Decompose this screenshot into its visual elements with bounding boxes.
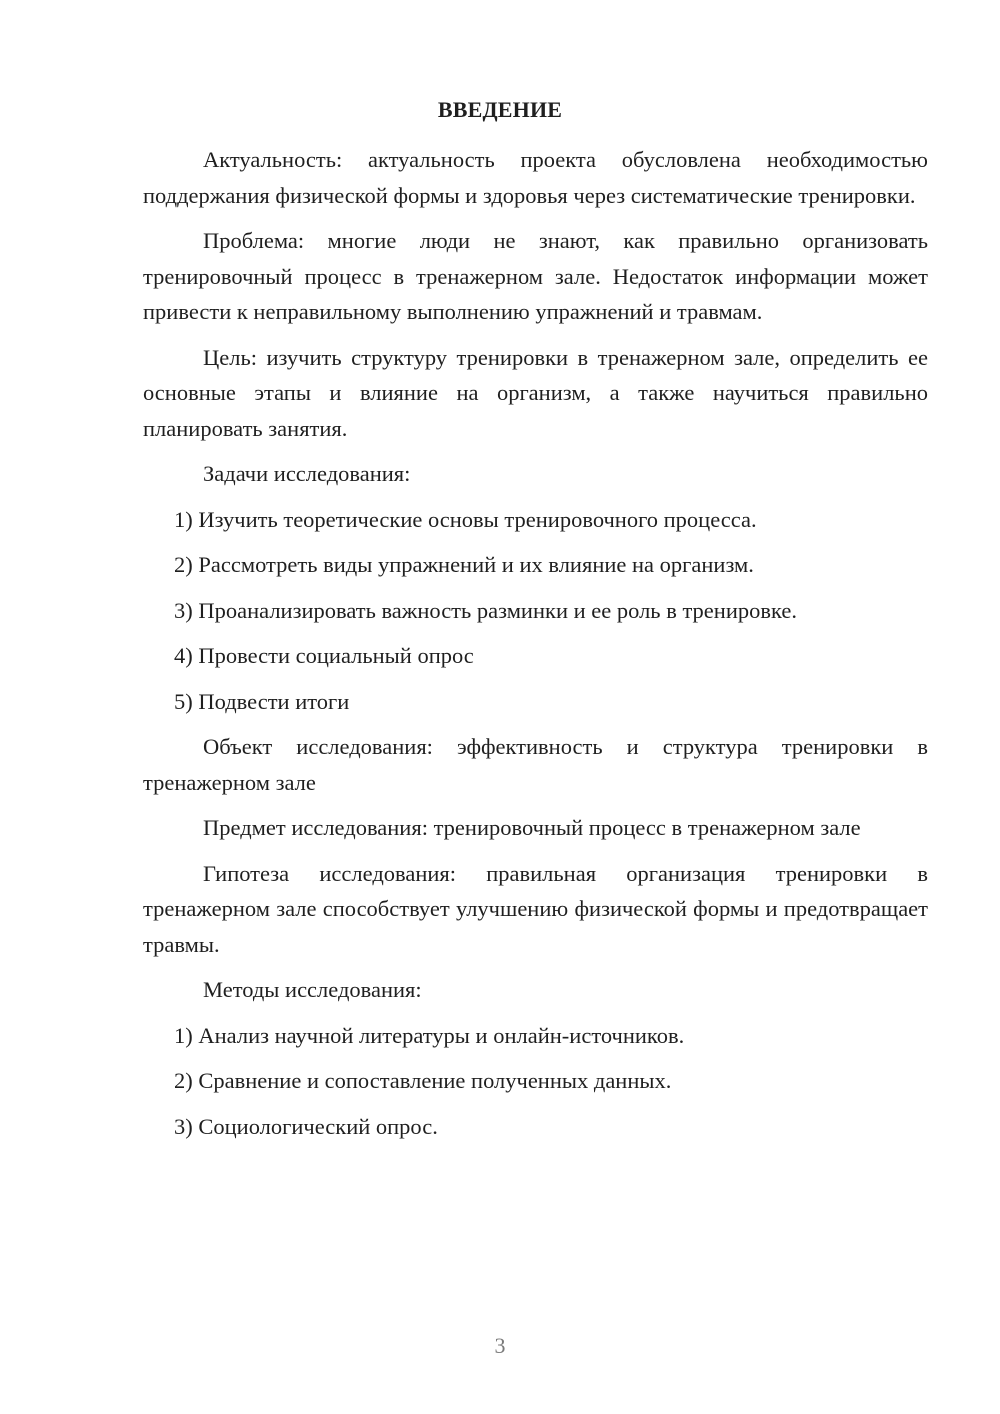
task-item-5: 5) Подвести итоги (174, 688, 350, 714)
subject-paragraph: Предмет исследования: тренировочный процесс в тренажерном зале (203, 815, 861, 840)
relevance-paragraph: Актуальность: актуальность проекта обусловлена необходимостью поддержания физической формы и здоровья через систематические тренировки. (143, 147, 928, 208)
page-number: 3 (494, 1333, 506, 1358)
goal-paragraph: Цель: изучить структуру тренировки в тренажерном зале, определить ее основные этапы и влияние на организм, а также научиться правильно планировать занятия. (143, 344, 928, 441)
object-paragraph: Объект исследования: эффективность и структура тренировки в тренажерном зале (143, 734, 928, 795)
task-item-1: 1) Изучить теоретические основы тренировочного процесса. (174, 506, 757, 532)
task-item-4: 4) Провести социальный опрос (174, 643, 474, 668)
task-item-3: 3) Проанализировать важность разминки и ее роль в тренировке. (174, 597, 797, 623)
method-item-1: 1) Анализ научной литературы и онлайн-источников. (174, 1022, 685, 1048)
method-item-2: 2) Сравнение и сопоставление полученных данных. (174, 1068, 672, 1093)
methods-heading: Методы исследования: (203, 977, 422, 1002)
page-title: ВВЕДЕНИЕ (437, 97, 563, 122)
task-item-2: 2) Рассмотреть виды упражнений и их влияние на организм. (174, 552, 754, 577)
tasks-heading: Задачи исследования: (203, 461, 411, 486)
method-item-3: 3) Социологический опрос. (174, 1113, 438, 1139)
problem-paragraph: Проблема: многие люди не знают, как правильно организовать тренировочный процесс в тренажерном зале. Недостаток информации может привести к неправильному выполнению упражнений и травмам. (143, 228, 928, 324)
page-content (143, 142, 928, 1154)
hypothesis-paragraph: Гипотеза исследования: правильная организация тренировки в тренажерном зале способствует улучшению физической формы и предотвращает травмы. (143, 860, 928, 957)
